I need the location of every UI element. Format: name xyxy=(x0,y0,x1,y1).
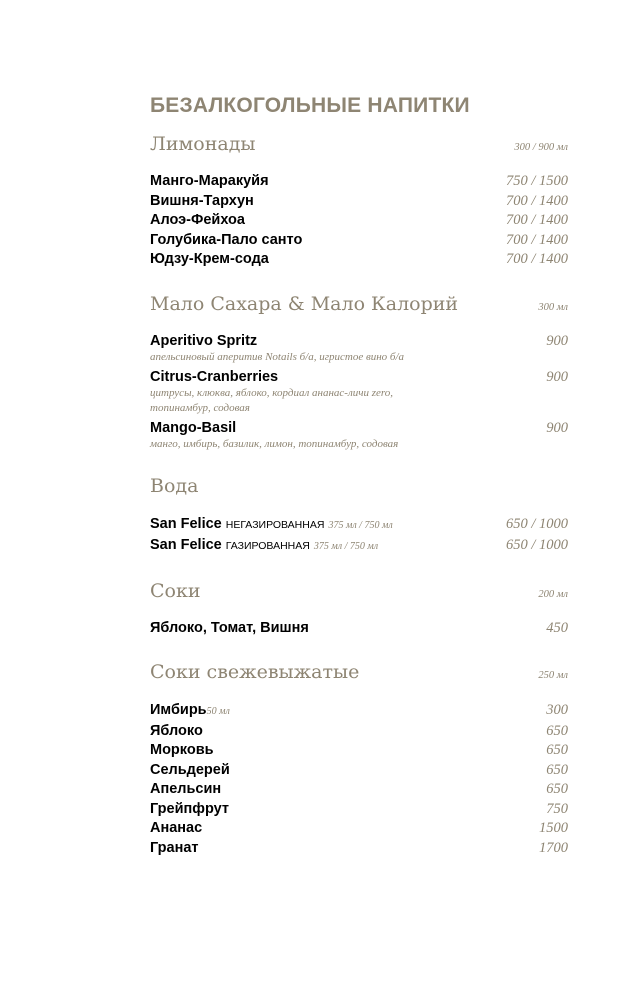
item-price: 700 / 1400 xyxy=(505,231,568,248)
section-juices xyxy=(150,579,568,639)
menu-item xyxy=(150,619,568,639)
item-name: Яблоко xyxy=(150,722,203,739)
section-header xyxy=(150,474,568,498)
section-volume: 250 мл xyxy=(538,670,568,681)
item-price: 1700 xyxy=(539,839,568,856)
menu-item xyxy=(150,211,568,231)
item-price: 750 / 1500 xyxy=(505,173,568,189)
menu-item xyxy=(150,514,568,536)
item-description: манго, имбирь, базилик, лимон, топинамбур, содовая xyxy=(150,437,399,450)
item-price: 700 / 1400 xyxy=(505,192,568,209)
item-price: 650 xyxy=(546,781,568,797)
menu-item xyxy=(150,419,568,437)
section-title: Соки xyxy=(150,579,201,602)
item-name: Голубика-Пало санто xyxy=(150,231,303,248)
menu-item xyxy=(150,172,568,192)
menu-item xyxy=(150,780,568,800)
page-title: БЕЗАЛКОГОЛЬНЫЕ НАПИТКИ xyxy=(150,94,470,117)
section-fresh-juices xyxy=(150,660,568,858)
menu-item xyxy=(150,332,568,350)
item-name: Сельдерей xyxy=(150,761,230,778)
item-name: Апельсин xyxy=(150,781,222,797)
menu-item xyxy=(150,700,568,722)
menu-item xyxy=(150,250,568,270)
section-header xyxy=(150,660,568,684)
menu-page xyxy=(150,94,568,880)
item-price: 700 / 1400 xyxy=(505,212,568,228)
item-price: 650 / 1000 xyxy=(505,515,568,532)
item-subtitle: ГАЗИРОВАННАЯ xyxy=(225,540,310,552)
item-price: 650 xyxy=(546,722,568,739)
menu-item xyxy=(150,722,568,742)
menu-item xyxy=(150,231,568,251)
item-name: Mango-Basil xyxy=(150,419,237,436)
menu-item xyxy=(150,741,568,761)
item-price: 1500 xyxy=(539,820,568,836)
menu-item xyxy=(150,839,568,859)
section-volume: 200 мл xyxy=(538,588,568,600)
item-name: San Felice xyxy=(150,537,222,553)
item-name: Имбирь xyxy=(150,702,207,718)
menu-item xyxy=(150,535,568,557)
item-price: 900 xyxy=(546,419,568,436)
item-price: 750 xyxy=(546,800,568,817)
section-header xyxy=(150,292,568,316)
menu-item xyxy=(150,761,568,781)
item-name: Морковь xyxy=(150,742,214,758)
item-name: Ананас xyxy=(150,820,203,836)
item-description: цитрусы, клюква, яблоко, кордиал ананас-личи zero, топинамбур, содовая xyxy=(150,386,394,414)
item-name: Яблоко, Томат, Вишня xyxy=(150,619,309,636)
section-title: Соки свежевыжатые xyxy=(150,661,360,683)
item-name: Вишня-Тархун xyxy=(150,192,254,209)
item-price: 900 xyxy=(546,368,568,385)
section-title: Лимонады xyxy=(150,133,256,155)
menu-item xyxy=(150,800,568,820)
section-header xyxy=(150,132,568,156)
item-volume: 50 мл xyxy=(206,706,230,717)
item-name: Алоэ-Фейхоа xyxy=(150,212,245,228)
item-price: 650 / 1000 xyxy=(505,537,568,553)
item-name: San Felice xyxy=(150,515,222,532)
section-lemonades xyxy=(150,132,568,270)
item-price: 450 xyxy=(546,619,568,636)
item-name: Citrus-Cranberries xyxy=(150,368,279,385)
item-name: Гранат xyxy=(150,839,199,856)
item-name: Манго-Маракуйя xyxy=(150,173,269,189)
item-price: 900 xyxy=(546,332,568,349)
item-name: Грейпфрут xyxy=(150,800,229,817)
item-volume: 375 мл / 750 мл xyxy=(313,541,379,552)
section-volume: 300 / 900 мл xyxy=(514,142,568,153)
item-volume: 375 мл / 750 мл xyxy=(328,519,393,531)
menu-item xyxy=(150,819,568,839)
item-subtitle: НЕГАЗИРОВАННАЯ xyxy=(225,518,325,531)
section-low-sugar xyxy=(150,292,568,452)
section-title: Вода xyxy=(150,474,199,497)
item-price: 300 xyxy=(546,702,568,718)
section-header xyxy=(150,579,568,603)
item-price: 650 xyxy=(546,742,568,758)
menu-item xyxy=(150,192,568,212)
menu-item xyxy=(150,368,568,386)
section-water xyxy=(150,474,568,557)
item-name: Юдзу-Крем-сода xyxy=(150,251,269,267)
item-price: 650 xyxy=(546,761,568,778)
item-description: апельсиновый аперитив Notails б/а, игристое вино б/а xyxy=(150,350,405,363)
item-name: Aperitivo Spritz xyxy=(150,332,258,349)
section-volume: 300 мл xyxy=(538,301,568,313)
section-title: Мало Сахара & Мало Калорий xyxy=(150,292,459,315)
item-price: 700 / 1400 xyxy=(505,251,568,267)
